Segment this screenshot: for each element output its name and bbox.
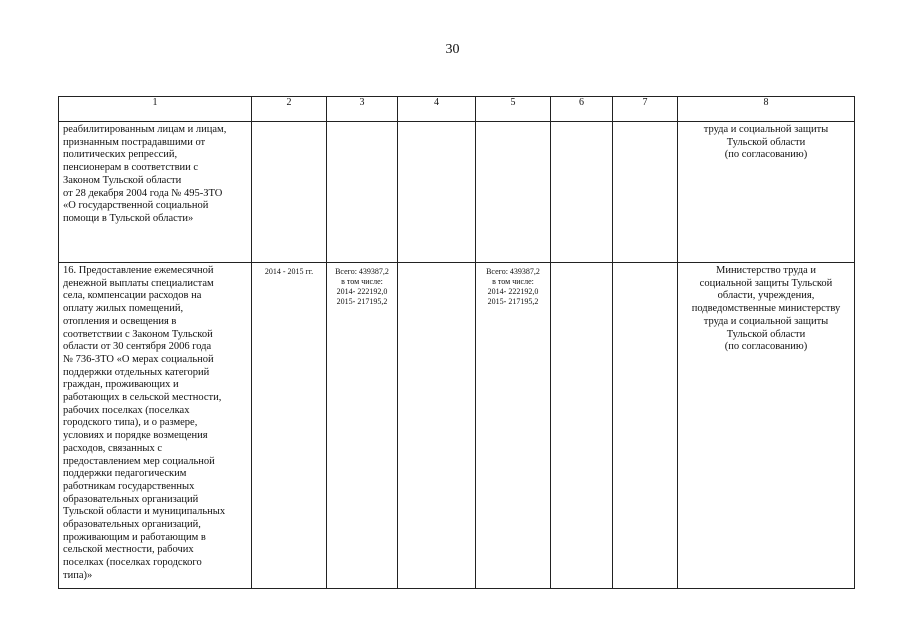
text-line: 2014- 222192,0 xyxy=(336,287,388,296)
row2-regional-funding xyxy=(476,263,550,311)
row2-description xyxy=(59,263,251,585)
page-number: 30 xyxy=(445,42,460,57)
text-line: труда и социальной защиты xyxy=(703,124,829,135)
header-col-4: 4 xyxy=(398,97,476,122)
text-line: образовательных организаций xyxy=(63,493,199,505)
text-line: № 736-ЗТО «О мерах социальной xyxy=(63,353,214,365)
text-line: работникам государственных xyxy=(63,480,195,492)
row2-executor xyxy=(678,263,854,356)
row2-col6-cell xyxy=(551,263,613,589)
header-col-5: 5 xyxy=(476,97,551,122)
table-row xyxy=(59,263,855,589)
text-line: рабочих поселках (поселках xyxy=(63,404,190,416)
text-line: условиях и порядке возмещения xyxy=(63,430,208,442)
row2-description-cell xyxy=(59,263,252,589)
text-line: Тульской области xyxy=(726,328,806,340)
text-line: Всего: 439387,2 xyxy=(486,267,540,276)
text-line: работающих в сельской местности, xyxy=(63,392,222,404)
row1-period-cell xyxy=(252,122,327,263)
row2-col5-cell xyxy=(476,263,551,589)
text-line: «О государственной социальной xyxy=(63,200,209,212)
row1-description-cell xyxy=(59,122,252,263)
row1-total-cell xyxy=(327,122,398,263)
row1-col7-cell xyxy=(613,122,678,263)
text-line: труда и социальной защиты xyxy=(703,315,829,327)
row2-col7-cell xyxy=(613,263,678,589)
text-line: отопления и освещения в xyxy=(63,315,177,327)
row2-total-funding xyxy=(327,263,397,311)
text-line: поддержки педагогическим xyxy=(63,468,187,480)
text-line: (по согласованию) xyxy=(724,341,808,353)
text-line: денежной выплаты специалистам xyxy=(63,277,214,289)
row2-executor-cell xyxy=(678,263,855,589)
text-line: реабилитированным лицам и лицам, xyxy=(63,124,227,135)
text-line: Всего: 439387,2 xyxy=(335,267,389,276)
row1-executor xyxy=(678,122,854,164)
text-line: типа)» xyxy=(63,569,93,581)
header-col-3: 3 xyxy=(327,97,398,122)
text-line: 2014- 222192,0 xyxy=(487,287,539,296)
text-line: (по согласованию) xyxy=(724,149,808,161)
text-line: проживающим и работающим в xyxy=(63,531,206,543)
text-line: от 28 декабря 2004 года № 495-ЗТО xyxy=(63,187,223,199)
text-line: подведомственные министерству xyxy=(691,303,841,315)
text-line: сельской местности, рабочих xyxy=(63,544,194,556)
row1-description xyxy=(59,122,251,228)
text-line: 16. Предоставление ежемесячной xyxy=(63,265,214,276)
text-line: оплату жилых помещений, xyxy=(63,303,184,315)
text-line: поддержки отдельных категорий xyxy=(63,366,210,378)
header-col-6: 6 xyxy=(551,97,613,122)
text-line: городского типа), и о размере, xyxy=(63,417,198,429)
text-line: 2015- 217195,2 xyxy=(487,297,539,306)
text-line: пенсионерам в соответствии с xyxy=(63,162,199,174)
table-row xyxy=(59,122,855,263)
row1-col4-cell xyxy=(398,122,476,263)
text-line: Тульской области xyxy=(726,136,806,148)
text-line: образовательных организаций, xyxy=(63,519,201,531)
text-line: Министерство труда и xyxy=(715,265,817,276)
header-row xyxy=(59,97,855,122)
text-line: политических репрессий, xyxy=(63,149,178,161)
text-line: Законом Тульской области xyxy=(63,174,182,186)
row2-total-cell xyxy=(327,263,398,589)
row1-executor-cell xyxy=(678,122,855,263)
text-line: помощи в Тульской области» xyxy=(63,212,194,224)
header-col-2: 2 xyxy=(252,97,327,122)
row1-col5-cell xyxy=(476,122,551,263)
row1-col6-cell xyxy=(551,122,613,263)
text-line: 2015- 217195,2 xyxy=(336,297,388,306)
text-line: в том числе: xyxy=(341,277,383,286)
text-line: соответствии с Законом Тульской xyxy=(63,328,213,340)
text-line: Тульской области и муниципальных xyxy=(63,506,226,518)
row2-period: 2014 - 2015 гг. xyxy=(264,267,314,276)
header-col-1: 1 xyxy=(59,97,252,122)
row2-period-cell xyxy=(252,263,327,589)
row2-col4-cell xyxy=(398,263,476,589)
text-line: области от 30 сентября 2006 года xyxy=(63,341,212,353)
text-line: области, учреждения, xyxy=(717,290,815,302)
header-col-8: 8 xyxy=(678,97,855,122)
text-line: социальной защиты Тульской xyxy=(699,277,833,289)
text-line: в том числе: xyxy=(492,277,534,286)
text-line: граждан, проживающих и xyxy=(63,379,179,391)
text-line: поселках (поселках городского xyxy=(63,557,202,569)
text-line: села, компенсации расходов на xyxy=(63,290,202,302)
header-col-7: 7 xyxy=(613,97,678,122)
text-line: предоставлением мер социальной xyxy=(63,455,215,467)
text-line: расходов, связанных с xyxy=(63,442,162,454)
program-table xyxy=(58,96,855,589)
text-line: признанным пострадавшими от xyxy=(63,136,206,148)
